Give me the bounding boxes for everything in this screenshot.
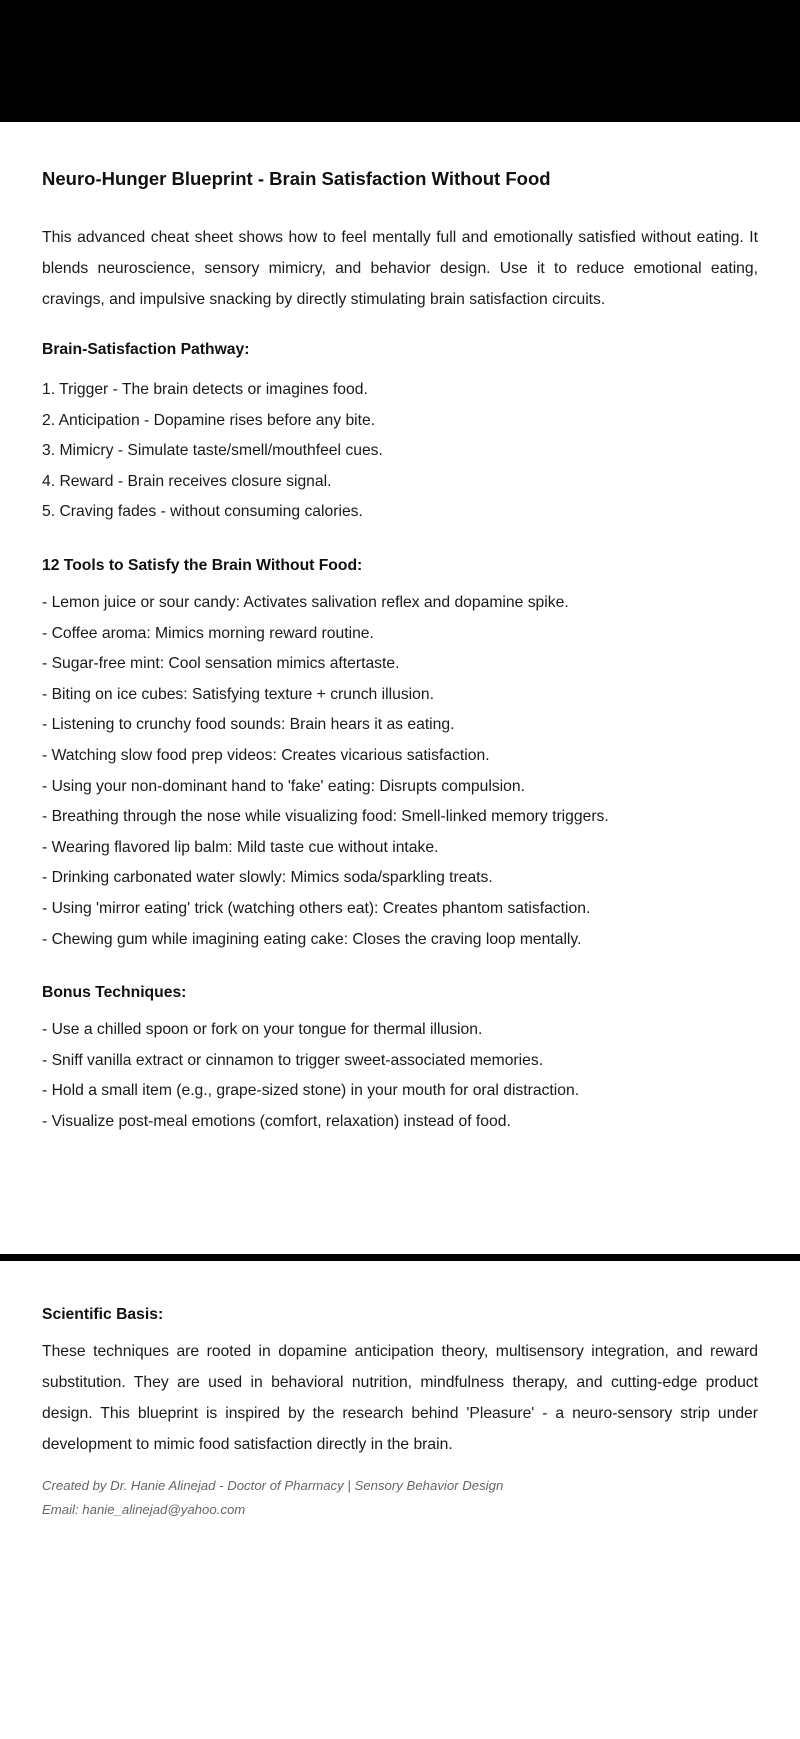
top-black-bar bbox=[0, 0, 800, 122]
bonus-item: - Visualize post-meal emotions (comfort, relaxation) instead of food. bbox=[42, 1112, 511, 1130]
tools-list bbox=[42, 588, 609, 955]
tool-item: - Sugar-free mint: Cool sensation mimics aftertaste. bbox=[42, 655, 400, 673]
bonus-heading: Bonus Techniques: bbox=[42, 984, 187, 1001]
tool-item: - Using 'mirror eating' trick (watching others eat): Creates phantom satisfaction. bbox=[42, 899, 591, 917]
pathway-step: 3. Mimicry - Simulate taste/smell/mouthfeel cues. bbox=[42, 442, 383, 459]
tool-item: - Wearing flavored lip balm: Mild taste cue without intake. bbox=[42, 838, 439, 856]
tool-item: - Using your non-dominant hand to 'fake' eating: Disrupts compulsion. bbox=[42, 777, 525, 795]
bonus-item: - Hold a small item (e.g., grape-sized stone) in your mouth for oral distraction. bbox=[42, 1082, 580, 1099]
tool-item: - Drinking carbonated water slowly: Mimics soda/sparkling treats. bbox=[42, 869, 493, 887]
science-heading: Scientific Basis: bbox=[42, 1306, 164, 1323]
tool-item: - Listening to crunchy food sounds: Brain hears it as eating. bbox=[42, 716, 455, 734]
bonus-item: - Use a chilled spoon or fork on your tongue for thermal illusion. bbox=[42, 1021, 483, 1038]
pathway-heading: Brain-Satisfaction Pathway: bbox=[42, 341, 250, 358]
pathway-list bbox=[42, 375, 383, 528]
pathway-step: 5. Craving fades - without consuming calories. bbox=[42, 503, 363, 520]
tool-item: - Chewing gum while imagining eating cake: Closes the craving loop mentally. bbox=[42, 930, 582, 948]
science-paragraph: These techniques are rooted in dopamine anticipation theory, multisensory integration, and reward substitution. They are used in behavioral nutrition, mindfulness therapy, and cutting-edge product design. This blueprint is inspired by the research behind 'Pleasure' - a neuro-sensory strip under development to mimic food satisfaction directly in the brain. bbox=[42, 1343, 758, 1453]
page-divider bbox=[0, 1254, 800, 1261]
page-title: Neuro-Hunger Blueprint - Brain Satisfaction Without Food bbox=[42, 168, 551, 189]
tool-item: - Breathing through the nose while visualizing food: Smell-linked memory triggers. bbox=[42, 808, 609, 826]
tools-heading: 12 Tools to Satisfy the Brain Without Food: bbox=[42, 557, 363, 574]
tool-item: - Watching slow food prep videos: Creates vicarious satisfaction. bbox=[42, 746, 490, 764]
tool-item: - Coffee aroma: Mimics morning reward routine. bbox=[42, 624, 374, 642]
pathway-step: 1. Trigger - The brain detects or imagines food. bbox=[42, 381, 368, 398]
intro-paragraph: This advanced cheat sheet shows how to feel mentally full and emotionally satisfied without eating. It blends neuroscience, sensory mimicry, and behavior design. Use it to reduce emotional eating, cravings, and impulsive snacking by directly stimulating brain satisfaction circuits. bbox=[42, 229, 758, 308]
bonus-list bbox=[42, 1015, 579, 1137]
pathway-step: 2. Anticipation - Dopamine rises before any bite. bbox=[42, 411, 376, 429]
tool-item: - Biting on ice cubes: Satisfying texture + crunch illusion. bbox=[42, 685, 434, 703]
pathway-step: 4. Reward - Brain receives closure signal. bbox=[42, 472, 332, 490]
author-email: Email: hanie_alinejad@yahoo.com bbox=[42, 1502, 246, 1517]
author-credit: Created by Dr. Hanie Alinejad - Doctor of Pharmacy | Sensory Behavior Design bbox=[42, 1478, 504, 1493]
bonus-item: - Sniff vanilla extract or cinnamon to trigger sweet-associated memories. bbox=[42, 1051, 544, 1069]
tool-item: - Lemon juice or sour candy: Activates salivation reflex and dopamine spike. bbox=[42, 594, 569, 611]
